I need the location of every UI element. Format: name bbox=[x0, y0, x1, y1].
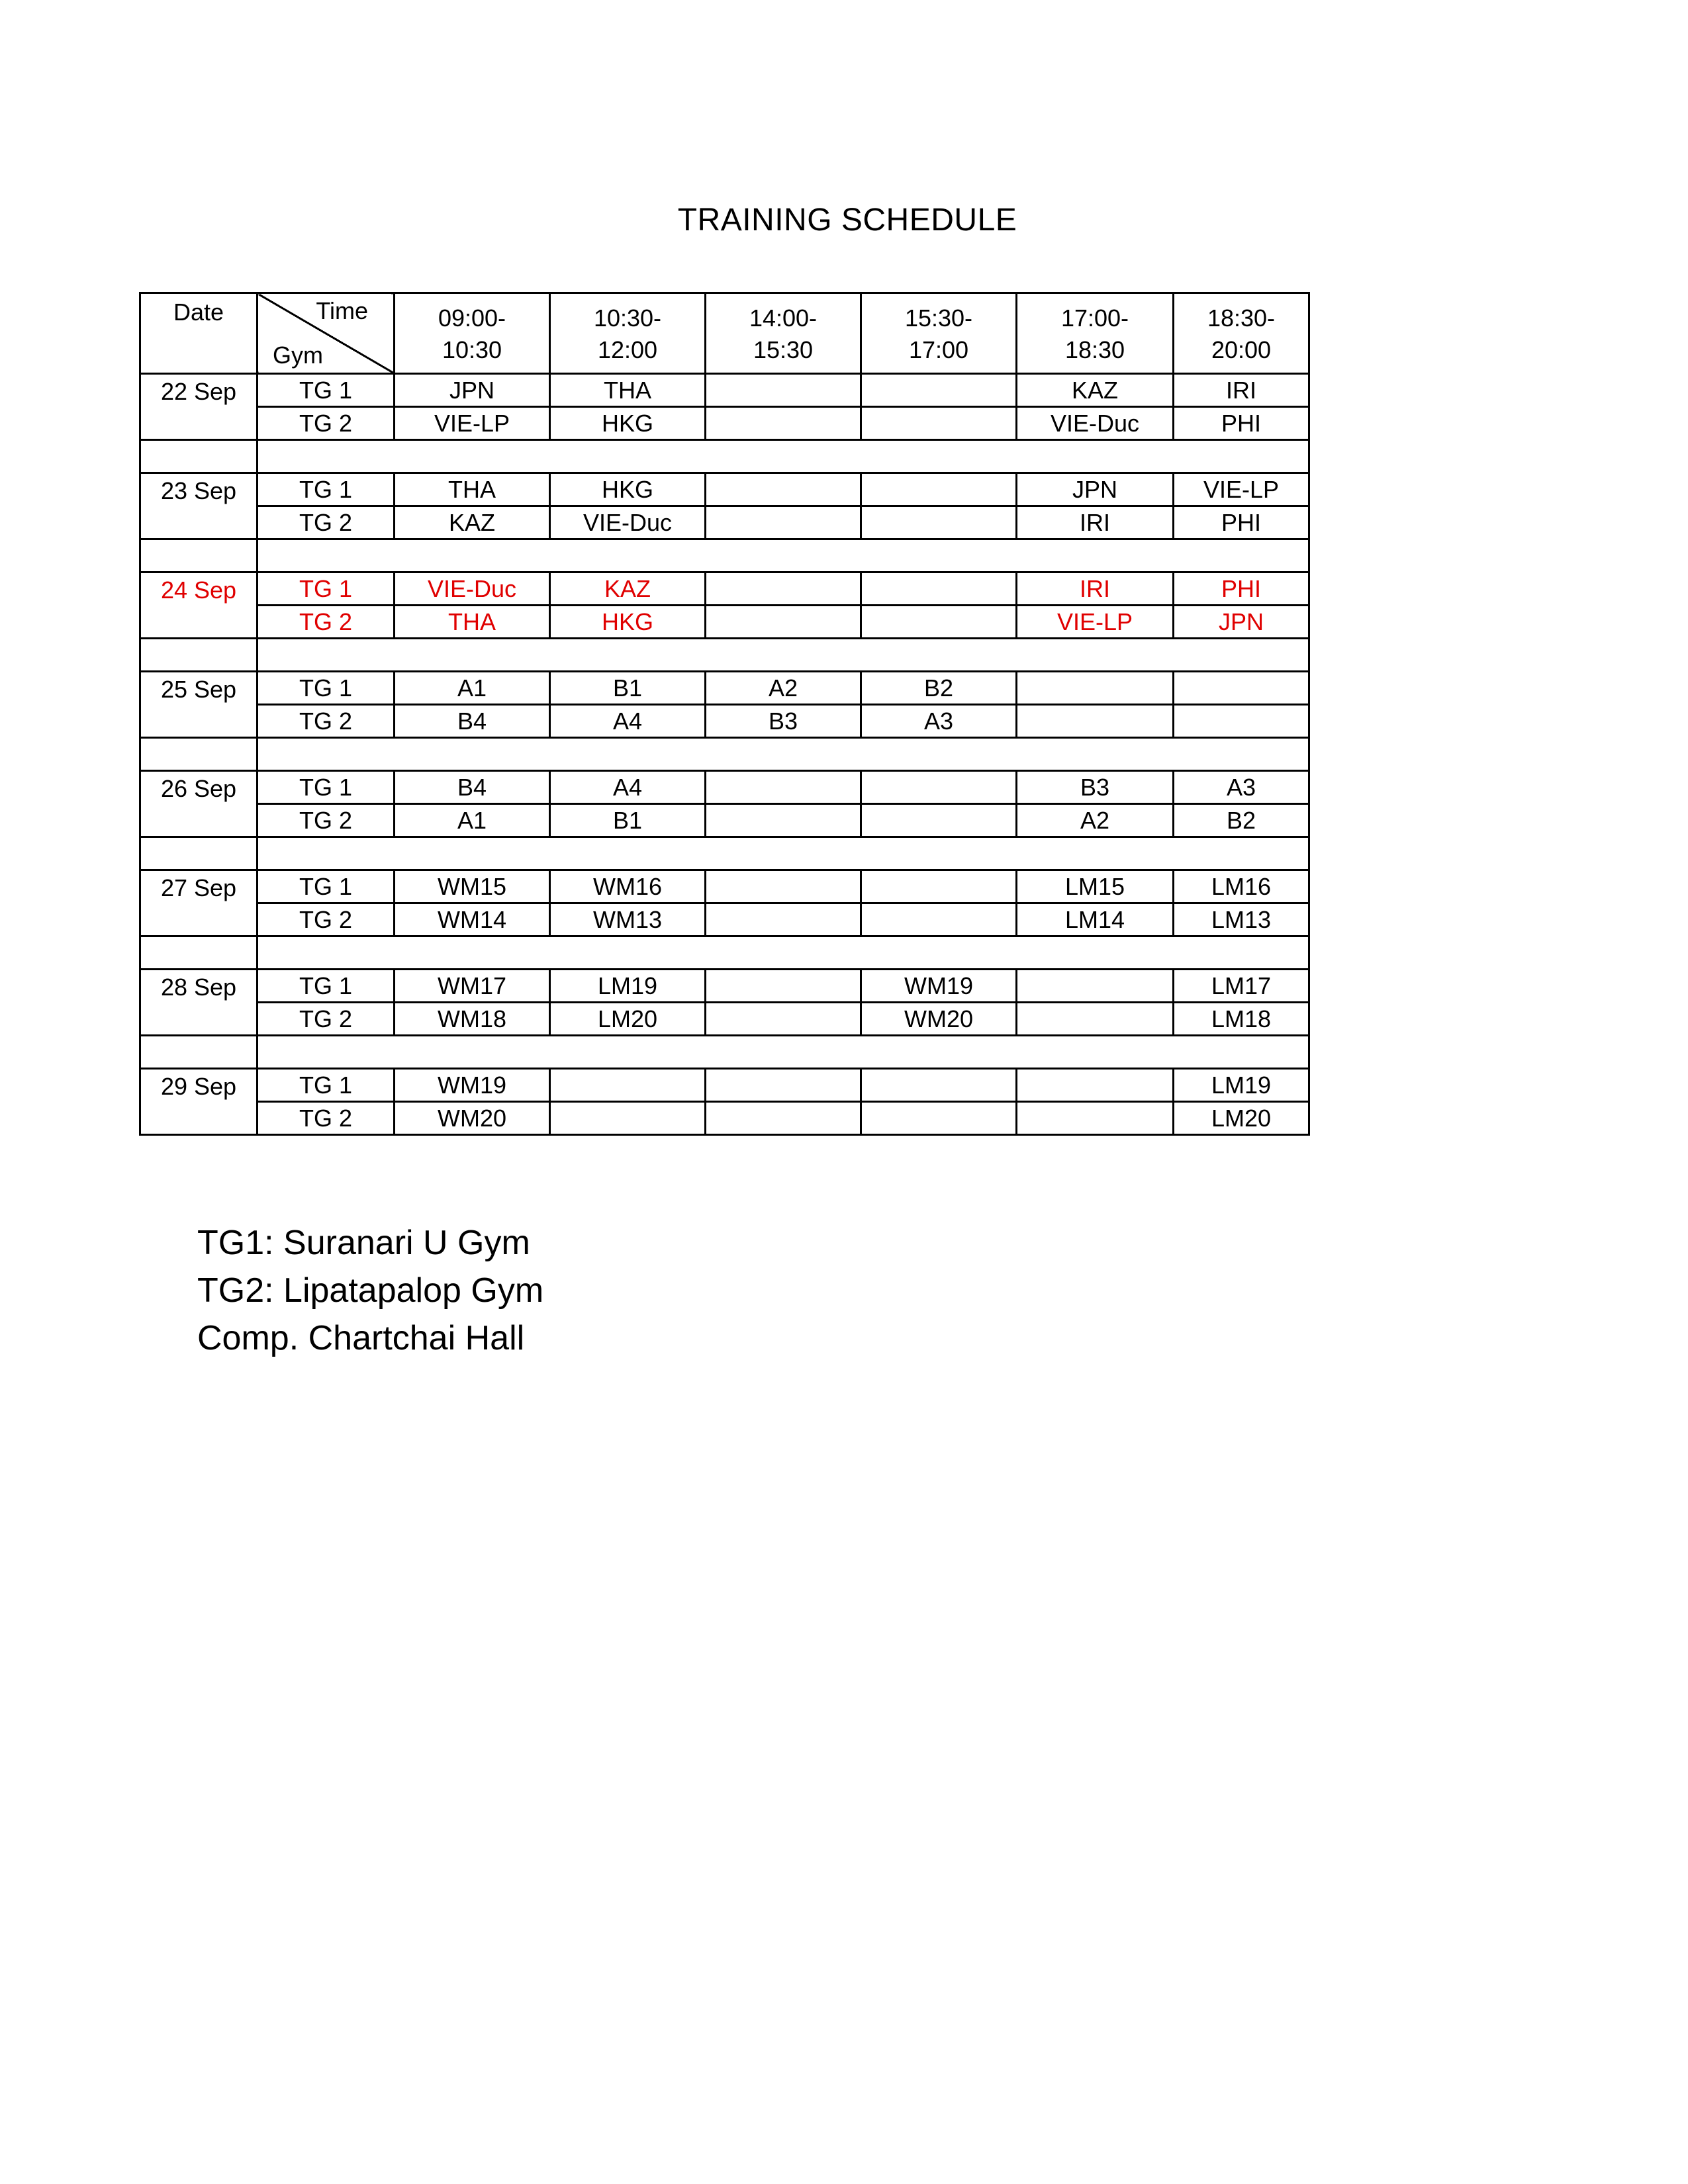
slot-cell: KAZ bbox=[550, 572, 706, 606]
slot-cell bbox=[861, 407, 1017, 440]
gym-cell: TG 2 bbox=[258, 606, 395, 639]
separator-gap-cell bbox=[258, 440, 1309, 473]
slot-cell: JPN bbox=[395, 374, 550, 407]
schedule-body bbox=[140, 293, 1309, 1135]
slot-cell bbox=[550, 1102, 706, 1135]
training-schedule-table bbox=[139, 292, 1310, 1136]
slot-cell: A3 bbox=[1174, 771, 1309, 804]
slot-cell: WM18 bbox=[395, 1003, 550, 1036]
schedule-row bbox=[140, 870, 1309, 903]
slot-cell: LM19 bbox=[1174, 1069, 1309, 1102]
slot-cell: B4 bbox=[395, 705, 550, 738]
day-separator-row bbox=[140, 1036, 1309, 1069]
slot-end: 20:00 bbox=[1211, 336, 1272, 363]
slot-end: 10:30 bbox=[442, 336, 502, 363]
slot-cell: WM20 bbox=[861, 1003, 1017, 1036]
slot-cell: HKG bbox=[550, 473, 706, 506]
schedule-row bbox=[140, 804, 1309, 837]
slot-cell: LM15 bbox=[1017, 870, 1174, 903]
slot-cell: THA bbox=[550, 374, 706, 407]
slot-cell: LM17 bbox=[1174, 970, 1309, 1003]
slot-cell bbox=[1017, 672, 1174, 705]
separator-gap-cell bbox=[258, 837, 1309, 870]
separator-date-cell bbox=[140, 738, 258, 771]
separator-gap-cell bbox=[258, 738, 1309, 771]
schedule-row bbox=[140, 903, 1309, 936]
slot-cell bbox=[706, 374, 861, 407]
slot-cell: B4 bbox=[395, 771, 550, 804]
slot-cell: LM16 bbox=[1174, 870, 1309, 903]
slot-header bbox=[1017, 293, 1174, 374]
slot-end: 17:00 bbox=[908, 336, 969, 363]
gym-cell: TG 2 bbox=[258, 1102, 395, 1135]
separator-gap-cell bbox=[258, 639, 1309, 672]
gym-legend bbox=[197, 1219, 543, 1362]
slot-cell bbox=[706, 1069, 861, 1102]
slot-end: 15:30 bbox=[753, 336, 814, 363]
slot-cell bbox=[861, 903, 1017, 936]
slot-cell: B1 bbox=[550, 672, 706, 705]
slot-header bbox=[1174, 293, 1309, 374]
schedule-row bbox=[140, 970, 1309, 1003]
gym-cell: TG 2 bbox=[258, 1003, 395, 1036]
slot-cell bbox=[706, 407, 861, 440]
slot-cell: WM14 bbox=[395, 903, 550, 936]
slot-cell bbox=[1174, 705, 1309, 738]
slot-header bbox=[550, 293, 706, 374]
slot-start: 09:00- bbox=[438, 304, 506, 332]
slot-cell: JPN bbox=[1174, 606, 1309, 639]
schedule-row bbox=[140, 1003, 1309, 1036]
page-title: TRAINING SCHEDULE bbox=[677, 203, 1017, 238]
slot-cell: VIE-Duc bbox=[395, 572, 550, 606]
separator-gap-cell bbox=[258, 539, 1309, 572]
slot-cell: KAZ bbox=[1017, 374, 1174, 407]
slot-start: 17:00- bbox=[1060, 304, 1129, 332]
slot-cell: IRI bbox=[1017, 506, 1174, 539]
gym-cell: TG 1 bbox=[258, 970, 395, 1003]
day-separator-row bbox=[140, 936, 1309, 970]
gym-cell: TG 2 bbox=[258, 903, 395, 936]
gym-header-label: Gym bbox=[273, 341, 323, 369]
date-cell: 28 Sep bbox=[140, 970, 258, 1036]
gym-cell: TG 1 bbox=[258, 672, 395, 705]
slot-cell: THA bbox=[395, 473, 550, 506]
slot-cell bbox=[1174, 672, 1309, 705]
gym-cell: TG 1 bbox=[258, 473, 395, 506]
gym-cell: TG 1 bbox=[258, 870, 395, 903]
schedule-row bbox=[140, 672, 1309, 705]
slot-cell: WM17 bbox=[395, 970, 550, 1003]
slot-cell: WM19 bbox=[861, 970, 1017, 1003]
slot-cell: THA bbox=[395, 606, 550, 639]
slot-cell: VIE-LP bbox=[1174, 473, 1309, 506]
slot-cell bbox=[706, 506, 861, 539]
schedule-row bbox=[140, 473, 1309, 506]
slot-cell: LM14 bbox=[1017, 903, 1174, 936]
slot-cell: VIE-LP bbox=[1017, 606, 1174, 639]
slot-start: 18:30- bbox=[1207, 304, 1276, 332]
slot-cell bbox=[861, 606, 1017, 639]
slot-cell bbox=[1017, 1069, 1174, 1102]
slot-cell: PHI bbox=[1174, 506, 1309, 539]
slot-cell: LM20 bbox=[550, 1003, 706, 1036]
date-header: Date bbox=[140, 293, 258, 374]
day-separator-row bbox=[140, 639, 1309, 672]
legend-item-comp: Comp. Chartchai Hall bbox=[197, 1319, 525, 1357]
separator-gap-cell bbox=[258, 936, 1309, 970]
separator-date-cell bbox=[140, 440, 258, 473]
slot-cell bbox=[706, 870, 861, 903]
schedule-row bbox=[140, 771, 1309, 804]
slot-cell bbox=[706, 804, 861, 837]
slot-cell bbox=[861, 374, 1017, 407]
day-separator-row bbox=[140, 837, 1309, 870]
slot-cell: IRI bbox=[1174, 374, 1309, 407]
schedule-row bbox=[140, 572, 1309, 606]
slot-cell: B2 bbox=[861, 672, 1017, 705]
date-cell: 26 Sep bbox=[140, 771, 258, 837]
gym-cell: TG 2 bbox=[258, 407, 395, 440]
slot-cell: HKG bbox=[550, 606, 706, 639]
slot-cell bbox=[861, 473, 1017, 506]
slot-cell: LM19 bbox=[550, 970, 706, 1003]
slot-cell: B2 bbox=[1174, 804, 1309, 837]
gym-cell: TG 2 bbox=[258, 506, 395, 539]
slot-cell: KAZ bbox=[395, 506, 550, 539]
gym-cell: TG 1 bbox=[258, 572, 395, 606]
slot-cell: HKG bbox=[550, 407, 706, 440]
separator-date-cell bbox=[140, 1036, 258, 1069]
slot-cell bbox=[861, 506, 1017, 539]
time-gym-header bbox=[258, 293, 395, 374]
day-separator-row bbox=[140, 440, 1309, 473]
slot-cell: WM15 bbox=[395, 870, 550, 903]
slot-cell: B3 bbox=[706, 705, 861, 738]
header-row bbox=[140, 293, 1309, 374]
gym-cell: TG 1 bbox=[258, 771, 395, 804]
slot-header bbox=[395, 293, 550, 374]
separator-date-cell bbox=[140, 936, 258, 970]
slot-start: 15:30- bbox=[904, 304, 973, 332]
legend-item-tg1: TG1: Suranari U Gym bbox=[197, 1224, 530, 1262]
gym-cell: TG 2 bbox=[258, 705, 395, 738]
separator-gap-cell bbox=[258, 1036, 1309, 1069]
date-cell: 23 Sep bbox=[140, 473, 258, 539]
slot-cell bbox=[1017, 970, 1174, 1003]
slot-cell bbox=[1017, 1003, 1174, 1036]
schedule-row bbox=[140, 374, 1309, 407]
gym-cell: TG 2 bbox=[258, 804, 395, 837]
slot-cell: VIE-LP bbox=[395, 407, 550, 440]
slot-cell: A4 bbox=[550, 705, 706, 738]
separator-date-cell bbox=[140, 837, 258, 870]
slot-cell bbox=[706, 606, 861, 639]
schedule-row bbox=[140, 1069, 1309, 1102]
schedule-row bbox=[140, 407, 1309, 440]
slot-cell bbox=[706, 1102, 861, 1135]
slot-cell: B3 bbox=[1017, 771, 1174, 804]
slot-cell bbox=[706, 572, 861, 606]
slot-cell bbox=[861, 771, 1017, 804]
slot-cell bbox=[861, 1102, 1017, 1135]
slot-cell bbox=[861, 1069, 1017, 1102]
slot-cell: LM18 bbox=[1174, 1003, 1309, 1036]
schedule-row bbox=[140, 705, 1309, 738]
slot-cell bbox=[861, 870, 1017, 903]
gym-cell: TG 1 bbox=[258, 374, 395, 407]
slot-cell bbox=[706, 970, 861, 1003]
separator-date-cell bbox=[140, 539, 258, 572]
slot-cell: A1 bbox=[395, 804, 550, 837]
slot-header bbox=[861, 293, 1017, 374]
date-cell: 29 Sep bbox=[140, 1069, 258, 1135]
slot-cell bbox=[861, 804, 1017, 837]
slot-end: 18:30 bbox=[1064, 336, 1125, 363]
date-cell: 27 Sep bbox=[140, 870, 258, 936]
slot-cell: VIE-Duc bbox=[550, 506, 706, 539]
slot-cell bbox=[706, 771, 861, 804]
schedule-row bbox=[140, 606, 1309, 639]
slot-cell bbox=[706, 1003, 861, 1036]
separator-date-cell bbox=[140, 639, 258, 672]
legend-item-tg2: TG2: Lipatapalop Gym bbox=[197, 1271, 544, 1310]
slot-cell bbox=[706, 903, 861, 936]
slot-cell: WM13 bbox=[550, 903, 706, 936]
slot-cell: A3 bbox=[861, 705, 1017, 738]
slot-cell: JPN bbox=[1017, 473, 1174, 506]
slot-cell: LM20 bbox=[1174, 1102, 1309, 1135]
slot-cell bbox=[1017, 705, 1174, 738]
slot-cell: WM20 bbox=[395, 1102, 550, 1135]
slot-cell: WM19 bbox=[395, 1069, 550, 1102]
slot-cell bbox=[1017, 1102, 1174, 1135]
slot-end: 12:00 bbox=[597, 336, 658, 363]
slot-cell bbox=[550, 1069, 706, 1102]
slot-cell: PHI bbox=[1174, 572, 1309, 606]
slot-start: 10:30- bbox=[593, 304, 662, 332]
slot-cell: A1 bbox=[395, 672, 550, 705]
gym-cell: TG 1 bbox=[258, 1069, 395, 1102]
day-separator-row bbox=[140, 738, 1309, 771]
schedule-row bbox=[140, 1102, 1309, 1135]
date-cell: 22 Sep bbox=[140, 374, 258, 440]
slot-cell: VIE-Duc bbox=[1017, 407, 1174, 440]
slot-cell: LM13 bbox=[1174, 903, 1309, 936]
slot-cell: IRI bbox=[1017, 572, 1174, 606]
slot-cell: A2 bbox=[706, 672, 861, 705]
slot-cell: A2 bbox=[1017, 804, 1174, 837]
date-cell: 24 Sep bbox=[140, 572, 258, 639]
slot-start: 14:00- bbox=[749, 304, 818, 332]
slot-header bbox=[706, 293, 861, 374]
day-separator-row bbox=[140, 539, 1309, 572]
slot-cell bbox=[706, 473, 861, 506]
date-cell: 25 Sep bbox=[140, 672, 258, 738]
schedule-row bbox=[140, 506, 1309, 539]
slot-cell: WM16 bbox=[550, 870, 706, 903]
slot-cell: B1 bbox=[550, 804, 706, 837]
slot-cell: PHI bbox=[1174, 407, 1309, 440]
time-header-label: Time bbox=[316, 297, 368, 324]
slot-cell: A4 bbox=[550, 771, 706, 804]
slot-cell bbox=[861, 572, 1017, 606]
